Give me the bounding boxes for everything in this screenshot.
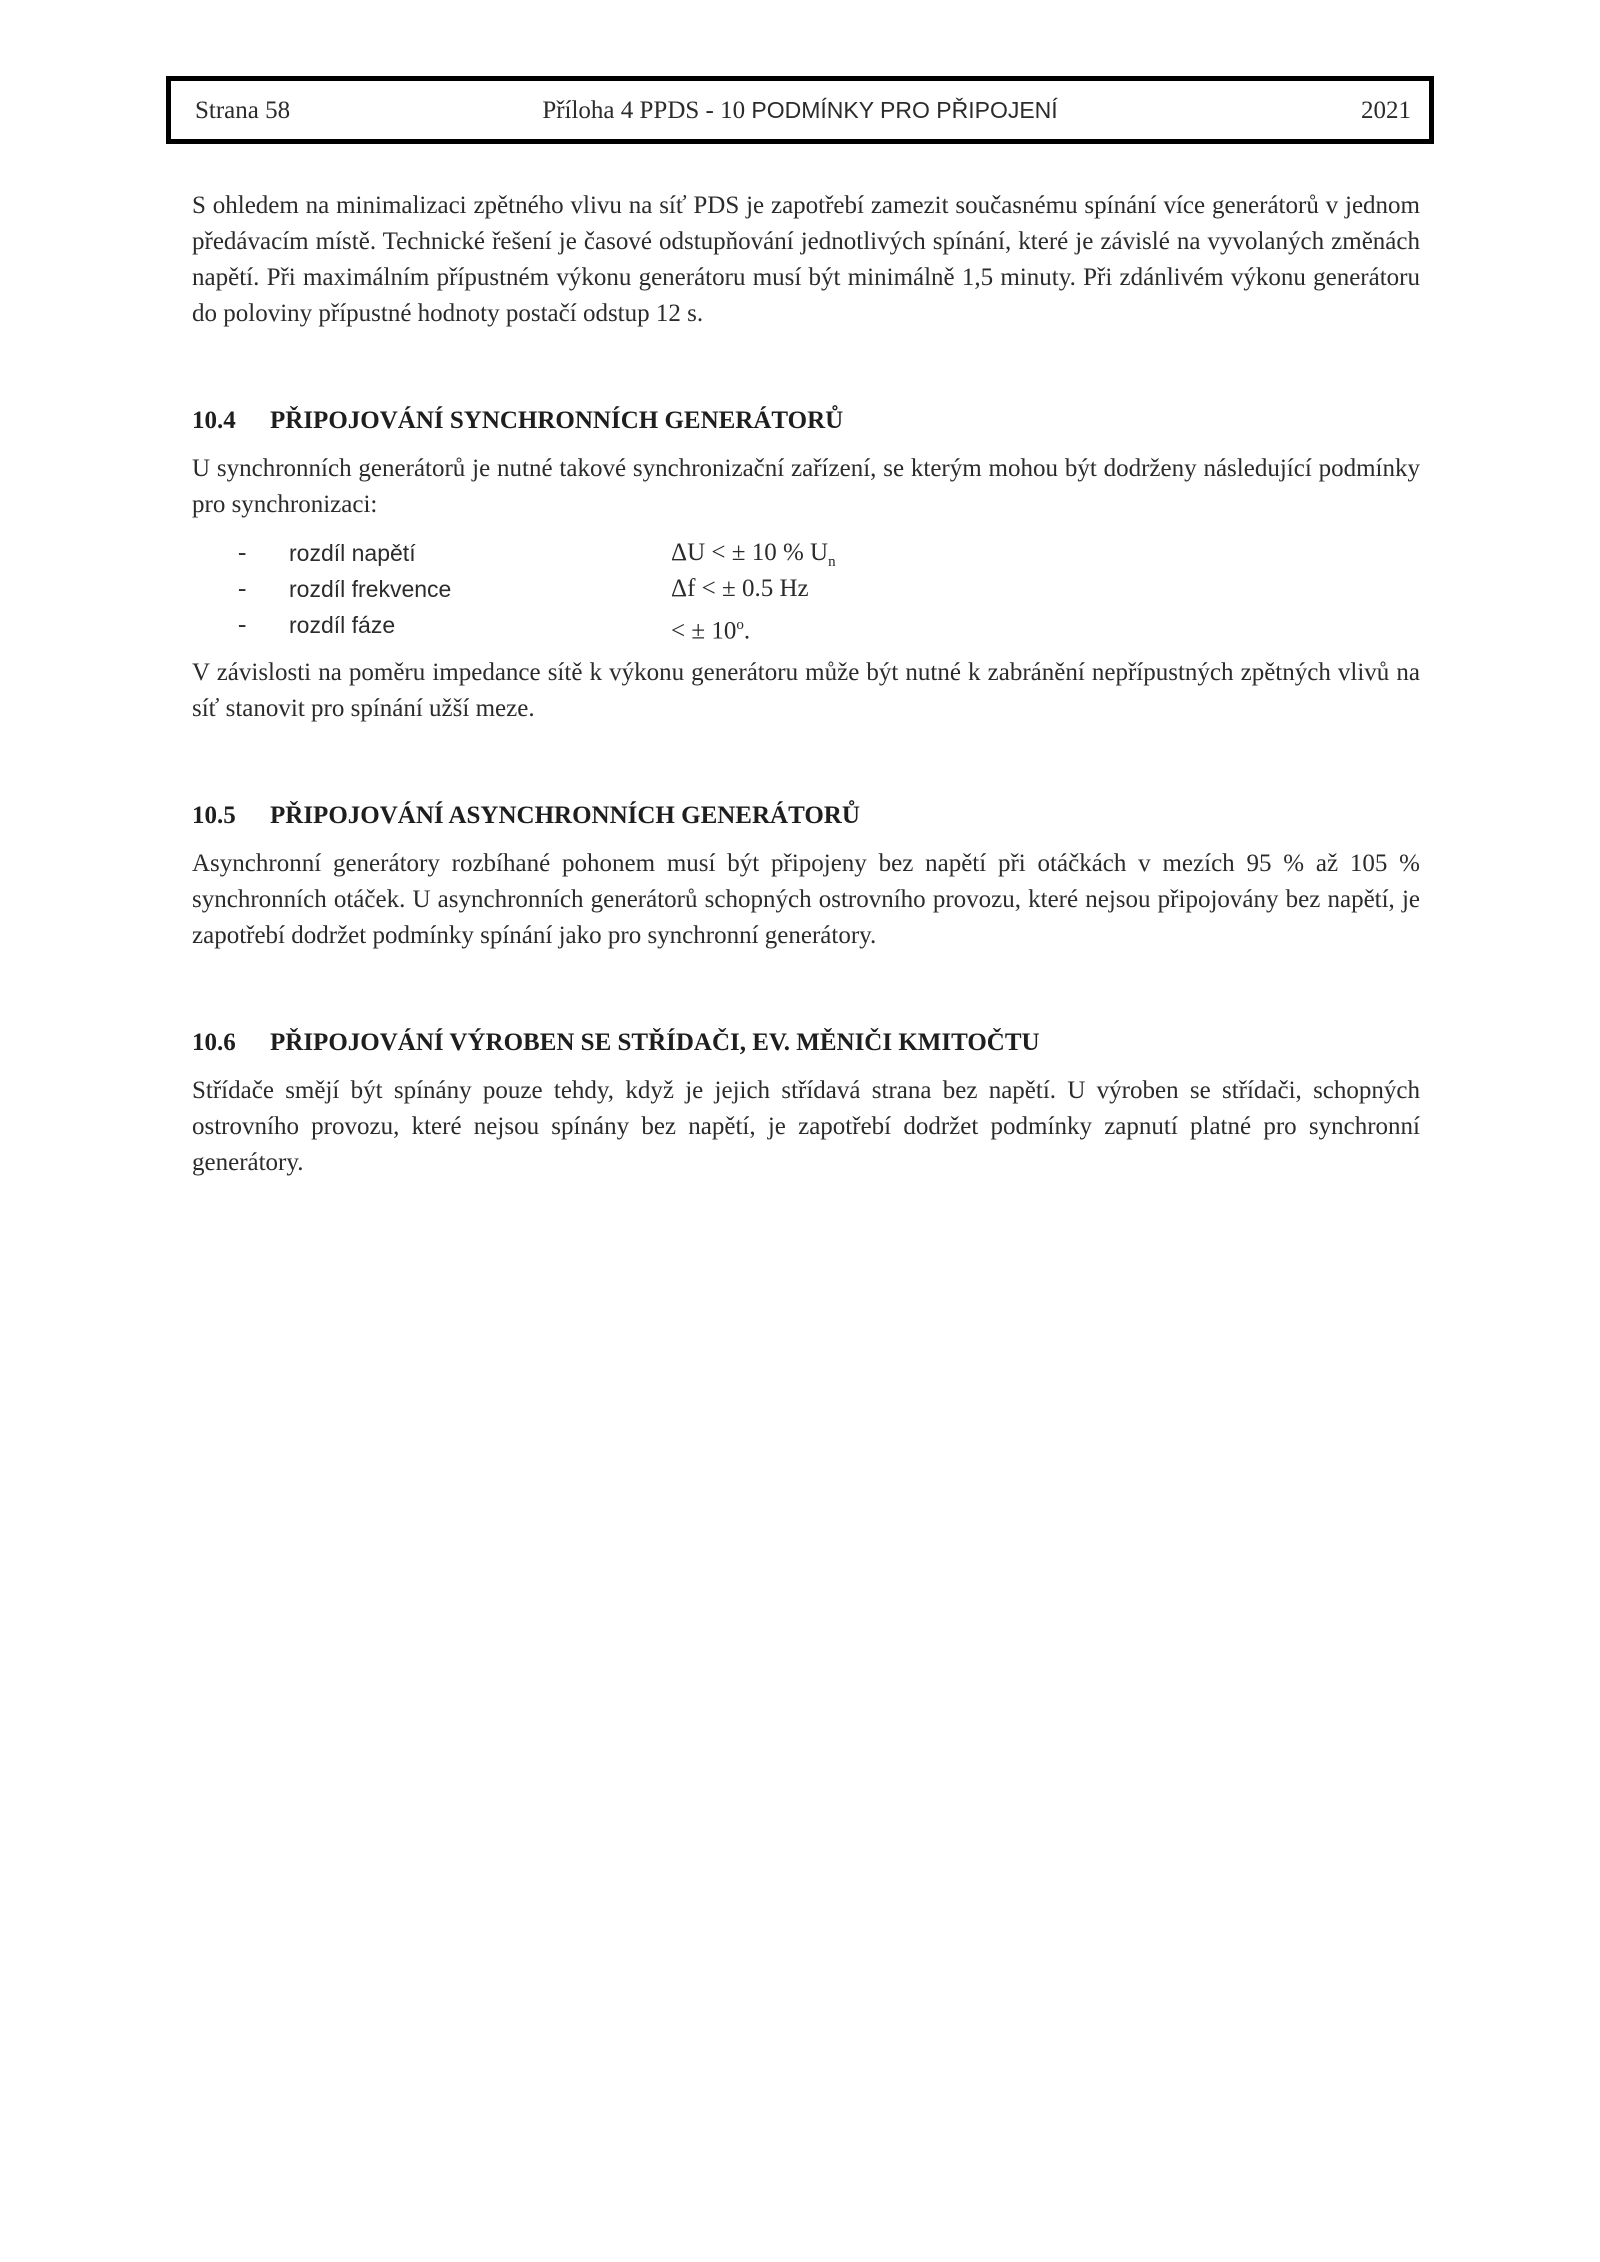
- section-title: PŘIPOJOVÁNÍ SYNCHRONNÍCH GENERÁTORŮ: [270, 407, 844, 434]
- section-heading-10-5: [192, 798, 1420, 834]
- list-dash: -: [238, 539, 247, 566]
- section-title: PŘIPOJOVÁNÍ VÝROBEN SE STŘÍDAČI, EV. MĚNIČI KMITOČTU: [270, 1029, 1040, 1056]
- condition-value-tail: .: [743, 617, 751, 645]
- page-header: [166, 76, 1434, 144]
- page-number: Strana 58: [195, 97, 291, 124]
- list-item: [192, 535, 1420, 571]
- condition-value-text: ΔU < ± 10 % U: [671, 539, 829, 566]
- condition-value-superscript: o: [736, 617, 744, 633]
- document-title-main: PODMÍNKY PRO PŘIPOJENÍ: [751, 97, 1058, 123]
- synchronization-conditions-list: [192, 535, 1420, 643]
- condition-name: rozdíl napětí: [289, 540, 416, 566]
- section-10-4-paragraph-1: U synchronních generátorů je nutné takové synchronizační zařízení, se kterým mohou být dodrženy následující podmínky pro synchronizaci:: [192, 455, 1420, 518]
- section-number: 10.6: [192, 1029, 236, 1056]
- condition-value-text: < ± 10: [671, 617, 737, 645]
- intro-paragraph: S ohledem na minimalizaci zpětného vlivu na síť PDS je zapotřebí zamezit současnému spínání více generátorů v jednom předávacím místě. Technické řešení je časové odstupňování jednotlivých spínání, které je závislé na vyvolaných změnách napětí. Při maximálním přípustném výkonu generátoru musí být minimálně 1,5 minuty. Při zdánlivém výkonu generátoru do poloviny přípustné hodnoty postačí odstup 12 s.: [192, 192, 1420, 327]
- section-heading-10-4: [192, 403, 1420, 439]
- section-10-6-paragraph: Střídače smějí být spínány pouze tehdy, když je jejich střídavá strana bez napětí. U výroben se střídači, schopných ostrovního provozu, které nejsou spínány bez napětí, je zapotřebí dodržet podmínky zapnutí platné pro synchronní generátory.: [192, 1077, 1420, 1176]
- section-number: 10.5: [192, 802, 236, 829]
- section-10-5-paragraph: Asynchronní generátory rozbíhané pohonem musí být připojeny bez napětí při otáčkách v mezích 95 % až 105 % synchronních otáček. U asynchronních generátorů schopných ostrovního provozu, které nejsou připojovány bez napětí, je zapotřebí dodržet podmínky spínání jako pro synchronní generátory.: [192, 850, 1420, 949]
- condition-value: [671, 607, 750, 649]
- document-title: [171, 97, 1429, 125]
- condition-name: rozdíl frekvence: [289, 576, 452, 602]
- page-content: [192, 188, 1420, 1181]
- condition-value-subscript: n: [828, 554, 836, 570]
- section-heading-10-6: [192, 1025, 1420, 1061]
- section-title: PŘIPOJOVÁNÍ ASYNCHRONNÍCH GENERÁTORŮ: [270, 802, 860, 829]
- list-dash: -: [238, 611, 247, 638]
- section-number: 10.4: [192, 407, 236, 434]
- list-item: [192, 571, 1420, 607]
- list-dash: -: [238, 575, 247, 602]
- document-year: 2021: [1361, 97, 1411, 124]
- condition-value: Δf < ± 0.5 Hz: [671, 575, 809, 602]
- list-item: [192, 607, 1420, 643]
- document-title-prefix: Příloha 4 PPDS - 10: [542, 97, 752, 124]
- condition-name: rozdíl fáze: [289, 612, 396, 638]
- section-10-4-paragraph-2: V závislosti na poměru impedance sítě k výkonu generátoru může být nutné k zabránění nepřípustných zpětných vlivů na síť stanovit pro spínání užší meze.: [192, 659, 1420, 722]
